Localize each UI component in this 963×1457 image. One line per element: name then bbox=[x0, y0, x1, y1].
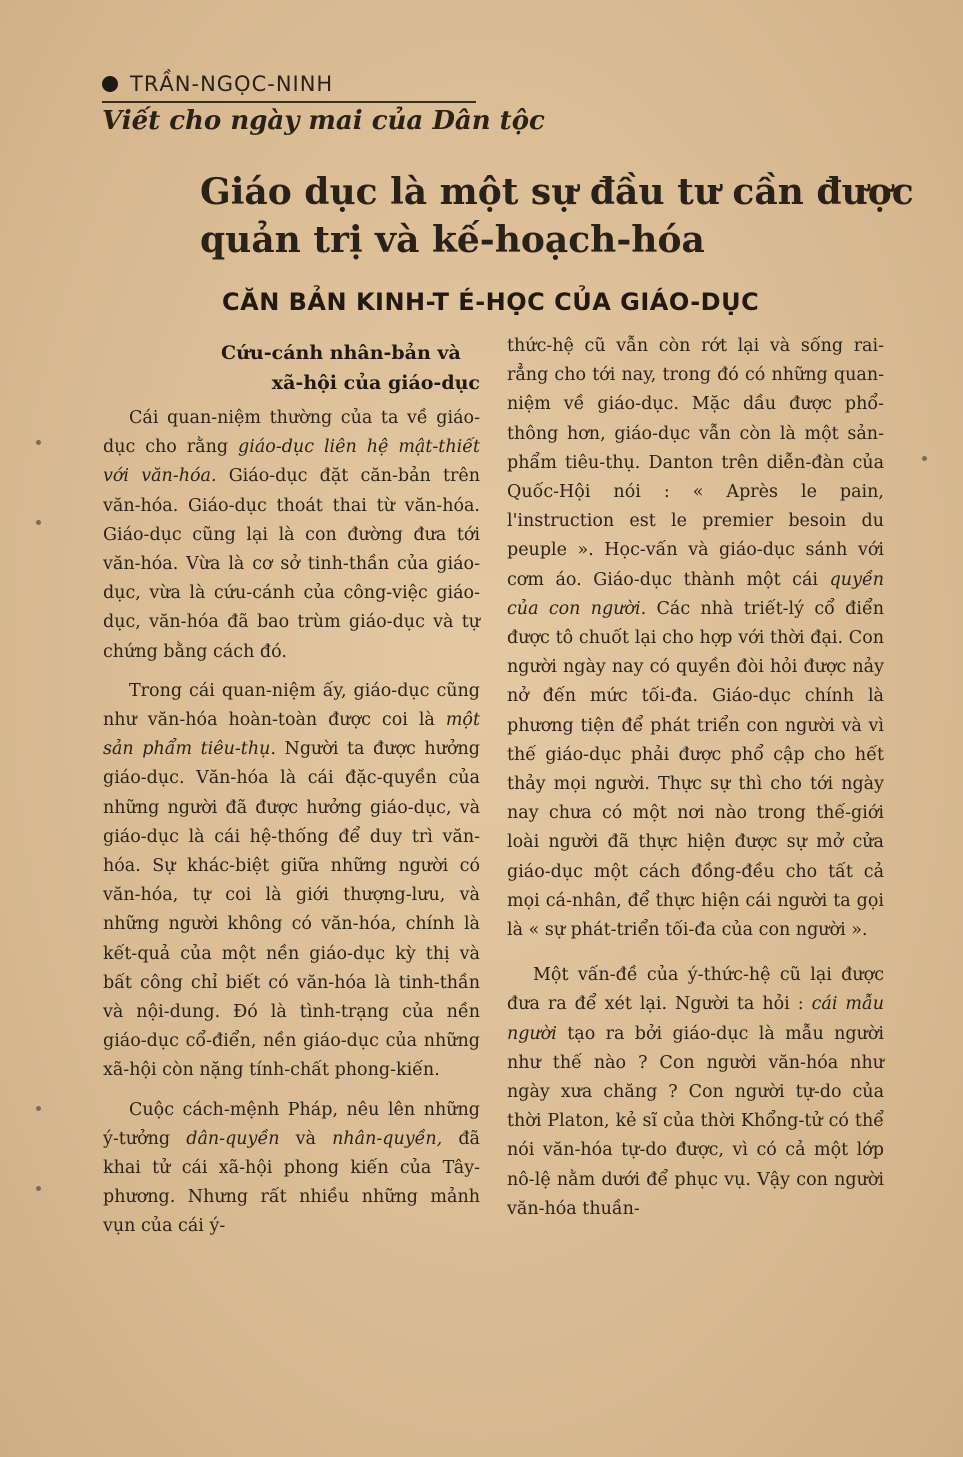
header-rule bbox=[102, 101, 476, 103]
text-run: Một vấn-đề của ý-thức-hệ cũ lại được đưa ra để xét lại. Người ta hỏi : bbox=[507, 965, 884, 1015]
emphasis: quyền của con người. bbox=[507, 569, 884, 619]
text-run: Trong cái quan-niệm ấy, giáo-dục cũng như văn-hóa hoàn-toàn được coi là bbox=[103, 680, 480, 731]
text-run: thức-hệ cũ vẫn còn rớt lại và sống rai-rẳng cho tới nay, trong đó có những quan-niệm về giáo-dục. Mặc dầu được phổ-thông hơn, giáo-dục vẫn còn là một sản-phẩm tiêu-thụ. Danton trên diễn-đàn của Quốc-Hội nói : « Après le pain, l'instruction est le premier besoin du peuple ». Học-vấn và giáo-dục sánh với cơm áo. Giáo-dục thành một cái bbox=[507, 336, 884, 590]
binding-hole-mark bbox=[36, 1186, 41, 1191]
text-run: tạo ra bởi giáo-dục là mẫu người như thế nào ? Con người văn-hóa như ngày xưa chăng ? Con người tự-do của thời Platon, kẻ sĩ của thời Khổng-tử có thể nói văn-hóa tự-do được, vì có cả một lớp nô-lệ nằm dưới để phục vụ. Vậy con người văn-hóa thuần- bbox=[507, 1023, 884, 1219]
subheading-line-2: xã-hội của giáo-dục bbox=[271, 372, 480, 394]
paragraph bbox=[507, 332, 884, 945]
article-headline: Giáo dục là một sự đầu tư cần được quản trị và kế-hoạch-hóa bbox=[200, 171, 914, 261]
binding-hole-mark bbox=[36, 440, 41, 445]
column-title: Viết cho ngày mai của Dân tộc bbox=[102, 106, 545, 136]
author-line bbox=[102, 72, 333, 96]
emphasis: một sản phẩm tiêu-thụ. bbox=[103, 710, 480, 760]
text-run: Cái quan-niệm thường của ta về giáo-dục cho rằng bbox=[103, 408, 480, 458]
text-run: Người ta được hưởng giáo-dục. Văn-hóa là cái đặc-quyền của những người đã được hưởng giáo-dục, và giáo-dục là cái hệ-thống để duy trì văn-hóa. Sự khác-biệt giữa những người có văn-hóa, tự coi là giới thượng-lưu, và những người không có văn-hóa, chính là kết-quả của một nền giáo-dục kỳ thị và bất công chỉ biết có văn-hóa là tinh-thần và nội-dung. Đó là tình-trạng của nền giáo-dục cổ-điển, nền giáo-dục của những xã-hội còn nặng tính-chất phong-kiến. bbox=[103, 739, 480, 1081]
paragraph bbox=[507, 961, 884, 1224]
section-heading: CĂN BẢN KINH-T É-HỌC CỦA GIÁO-DỤC bbox=[222, 288, 760, 316]
paragraph bbox=[103, 1096, 480, 1242]
text-run: Giáo-dục đặt căn-bản trên văn-hóa. Giáo-dục thoát thai từ văn-hóa. Giáo-dục cũng lại là con đường đưa tới văn-hóa. Vừa là cơ sở tinh-thần của giáo-dục, vừa là cứu-cánh của công-việc giáo-dục, văn-hóa đã bao trùm giáo-dục và tự chứng bằng cách đó. bbox=[103, 466, 480, 662]
emphasis: dân-quyền bbox=[186, 1128, 280, 1149]
emphasis: giáo-dục liên hệ mật-thiết với văn-hóa. bbox=[103, 437, 481, 487]
author-name: TRẦN-NGỌC-NINH bbox=[130, 72, 334, 96]
binding-hole-mark bbox=[922, 456, 927, 461]
subheading bbox=[103, 338, 480, 398]
right-column bbox=[507, 332, 884, 1224]
paragraph bbox=[103, 404, 480, 667]
text-run: Các nhà triết-lý cổ điển được tô chuốt lại cho hợp với thời đại. Con người ngày nay có quyền đòi hỏi được nảy nở đến mức tối-đa. Giáo-dục chính là phương tiện để phát triển con người và vì thế giáo-dục phải được phổ cập cho hết thảy mọi người. Thực sự thì cho tới ngày nay chưa có một nơi nào trong thế-giới loài người đã thực hiện được sự mở cửa giáo-dục một cách đồng-đều cho tất cả mọi cá-nhân, để thực hiện cái người ta gọi là « sự phát-triển tối-đa của con người ». bbox=[507, 598, 884, 941]
emphasis: cái mẫu người bbox=[507, 994, 885, 1044]
left-column bbox=[103, 338, 480, 1242]
paragraph bbox=[103, 677, 480, 1086]
emphasis: nhân-quyền, bbox=[332, 1128, 443, 1149]
binding-hole-mark bbox=[36, 520, 41, 525]
binding-hole-mark bbox=[36, 1106, 41, 1111]
text-run: đã khai tử cái xã-hội phong kiến của Tây-phương. Nhưng rất nhiều những mảnh vụn của cái ý- bbox=[103, 1128, 480, 1237]
bullet-icon bbox=[102, 76, 118, 92]
subheading-line-1: Cứu-cánh nhân-bản và bbox=[221, 342, 461, 364]
text-run: và bbox=[279, 1128, 333, 1149]
text-run: Cuộc cách-mệnh Pháp, nêu lên những ý-tưởng bbox=[103, 1099, 480, 1149]
